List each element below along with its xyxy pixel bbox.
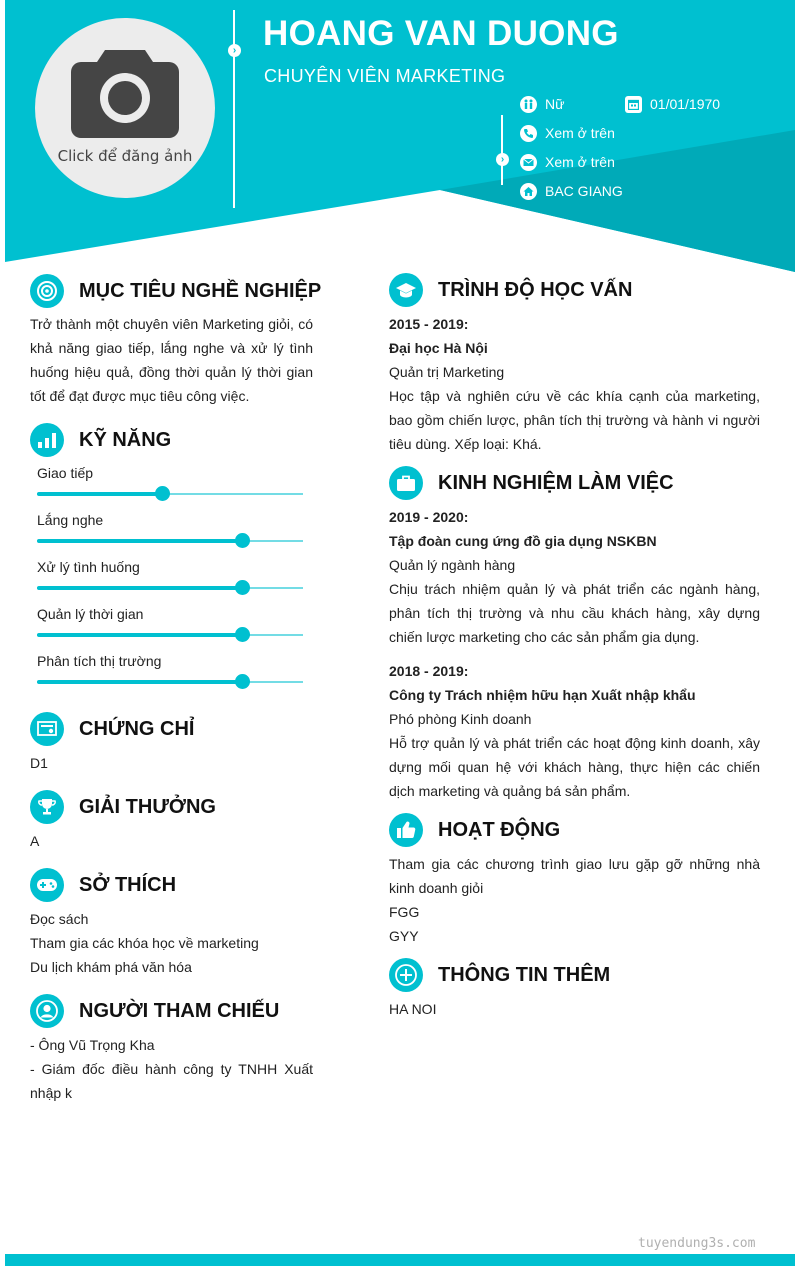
- section-awards: GIẢI THƯỞNG: [30, 790, 216, 824]
- job-desc: Hỗ trợ quản lý và phát triển các hoạt động kinh doanh, xây dựng mối quan hệ với khách hàng, thực hiện các chiến dịch marketing và quảng bá sản phẩm.: [389, 735, 760, 799]
- skill-label: Quản lý thời gian: [37, 606, 144, 622]
- job-period: 2019 - 2020:: [389, 509, 469, 525]
- contact-birthday: 01/01/1970: [625, 94, 720, 114]
- email-icon: [520, 154, 537, 171]
- job-position: Phó phòng Kinh doanh: [389, 711, 532, 727]
- calendar-icon: [625, 96, 642, 113]
- briefcase-icon: [389, 466, 423, 500]
- job-period: 2018 - 2019:: [389, 663, 469, 679]
- list-item: GYY: [389, 928, 419, 944]
- list-item: Du lịch khám phá văn hóa: [30, 959, 192, 975]
- skill-label: Lắng nghe: [37, 512, 104, 528]
- experience-job-2: [389, 659, 760, 803]
- gender-icon: [520, 96, 537, 113]
- section-certificates: CHỨNG CHỈ: [30, 712, 194, 746]
- job-company: Công ty Trách nhiệm hữu hạn Xuất nhập khẩu: [389, 687, 696, 703]
- candidate-role: CHUYÊN VIÊN MARKETING: [264, 66, 506, 86]
- list-item: Tham gia các khóa học về marketing: [30, 935, 259, 951]
- contact-address: BAC GIANG: [520, 181, 623, 201]
- reference-name: - Ông Vũ Trọng Kha: [30, 1037, 155, 1053]
- section-references: NGƯỜI THAM CHIẾU: [30, 994, 279, 1028]
- skill-slider-knob[interactable]: [235, 533, 250, 548]
- education-desc: Học tập và nghiên cứu về các khía cạnh của marketing, bao gồm chiến lược, phân tích thị trường và hành vi người tiêu dùng. Xếp loại: Khá.: [389, 388, 760, 452]
- target-icon: [30, 274, 64, 308]
- certificate-icon: [30, 712, 64, 746]
- skill-label: Xử lý tình huống: [37, 559, 140, 575]
- skill-label: Phân tích thị trường: [37, 653, 162, 669]
- list-item: FGG: [389, 904, 420, 920]
- section-more-info: THÔNG TIN THÊM: [389, 958, 610, 992]
- education-major: Quản trị Marketing: [389, 364, 505, 380]
- section-experience: KINH NGHIỆM LÀM VIỆC: [389, 466, 674, 500]
- education-entry: [389, 312, 760, 456]
- job-company: Tập đoàn cung ứng đồ gia dụng NSKBN: [389, 533, 657, 549]
- skill-slider-knob[interactable]: [155, 486, 170, 501]
- references-text: [30, 1033, 313, 1105]
- skill-slider-knob[interactable]: [235, 674, 250, 689]
- section-education: TRÌNH ĐỘ HỌC VẤN: [389, 273, 632, 307]
- awards-text: A: [30, 833, 40, 849]
- job-desc: Chịu trách nhiệm quản lý và phát triển các ngành hàng, phân tích thị trường và nhu cầu khách hàng, xây dựng chiến lược marketing cho các sản phẩm gia dụng.: [389, 581, 760, 645]
- divider-dot-icon: ›: [228, 44, 241, 57]
- trophy-icon: [30, 790, 64, 824]
- camera-icon: [71, 46, 179, 138]
- phone-icon: [520, 125, 537, 142]
- certificates-text: D1: [30, 755, 48, 771]
- contact-phone: Xem ở trên: [520, 123, 615, 143]
- skill-fill: [37, 633, 242, 637]
- graduation-cap-icon: [389, 273, 423, 307]
- footer-bar: [5, 1254, 795, 1266]
- skill-slider-knob[interactable]: [235, 580, 250, 595]
- bar-chart-icon: [30, 423, 64, 457]
- hobbies-list: [30, 907, 259, 979]
- gamepad-icon: [30, 868, 64, 902]
- contact-divider-dot-icon: ›: [496, 153, 509, 166]
- education-school: Đại học Hà Nội: [389, 340, 488, 356]
- more-info-text: HA NOI: [389, 1001, 437, 1017]
- list-item: Đọc sách: [30, 911, 89, 927]
- avatar-label: Click để đăng ảnh: [57, 147, 193, 165]
- section-skills: KỸ NĂNG: [30, 423, 171, 457]
- experience-job-1: [389, 505, 760, 649]
- contact-email: Xem ở trên: [520, 152, 615, 172]
- skill-fill: [37, 586, 242, 590]
- section-hobbies: SỞ THÍCH: [30, 868, 176, 902]
- section-objective: MỤC TIÊU NGHỀ NGHIỆP: [30, 274, 321, 308]
- home-icon: [520, 183, 537, 200]
- thumbs-up-icon: [389, 813, 423, 847]
- contact-divider: [501, 115, 503, 185]
- skill-fill: [37, 539, 242, 543]
- skill-label: Giao tiếp: [37, 465, 94, 481]
- list-item: Tham gia các chương trình giao lưu gặp gỡ những nhà kinh doanh giỏi: [389, 856, 760, 896]
- avatar-upload[interactable]: [35, 18, 215, 198]
- candidate-name: HOANG VAN DUONG: [263, 14, 619, 53]
- user-icon: [30, 994, 64, 1028]
- contact-gender: Nữ: [520, 94, 564, 114]
- watermark: tuyendung3s.com: [638, 1236, 756, 1251]
- skill-slider-knob[interactable]: [235, 627, 250, 642]
- plus-circle-icon: [389, 958, 423, 992]
- job-position: Quản lý ngành hàng: [389, 557, 516, 573]
- reference-title: - Giám đốc điều hành công ty TNHH Xuất nhập k: [30, 1061, 313, 1101]
- skill-fill: [37, 492, 162, 496]
- objective-text: Trở thành một chuyên viên Marketing giỏi, có khả năng giao tiếp, lắng nghe và xử lý tình huống hiệu quả, đồng thời quản lý thời gian tốt để đạt được mục tiêu công việc.: [30, 316, 313, 404]
- activities-list: [389, 852, 760, 948]
- header-divider: [233, 10, 235, 208]
- skill-fill: [37, 680, 242, 684]
- section-activities: HOẠT ĐỘNG: [389, 813, 560, 847]
- education-period: 2015 - 2019:: [389, 316, 469, 332]
